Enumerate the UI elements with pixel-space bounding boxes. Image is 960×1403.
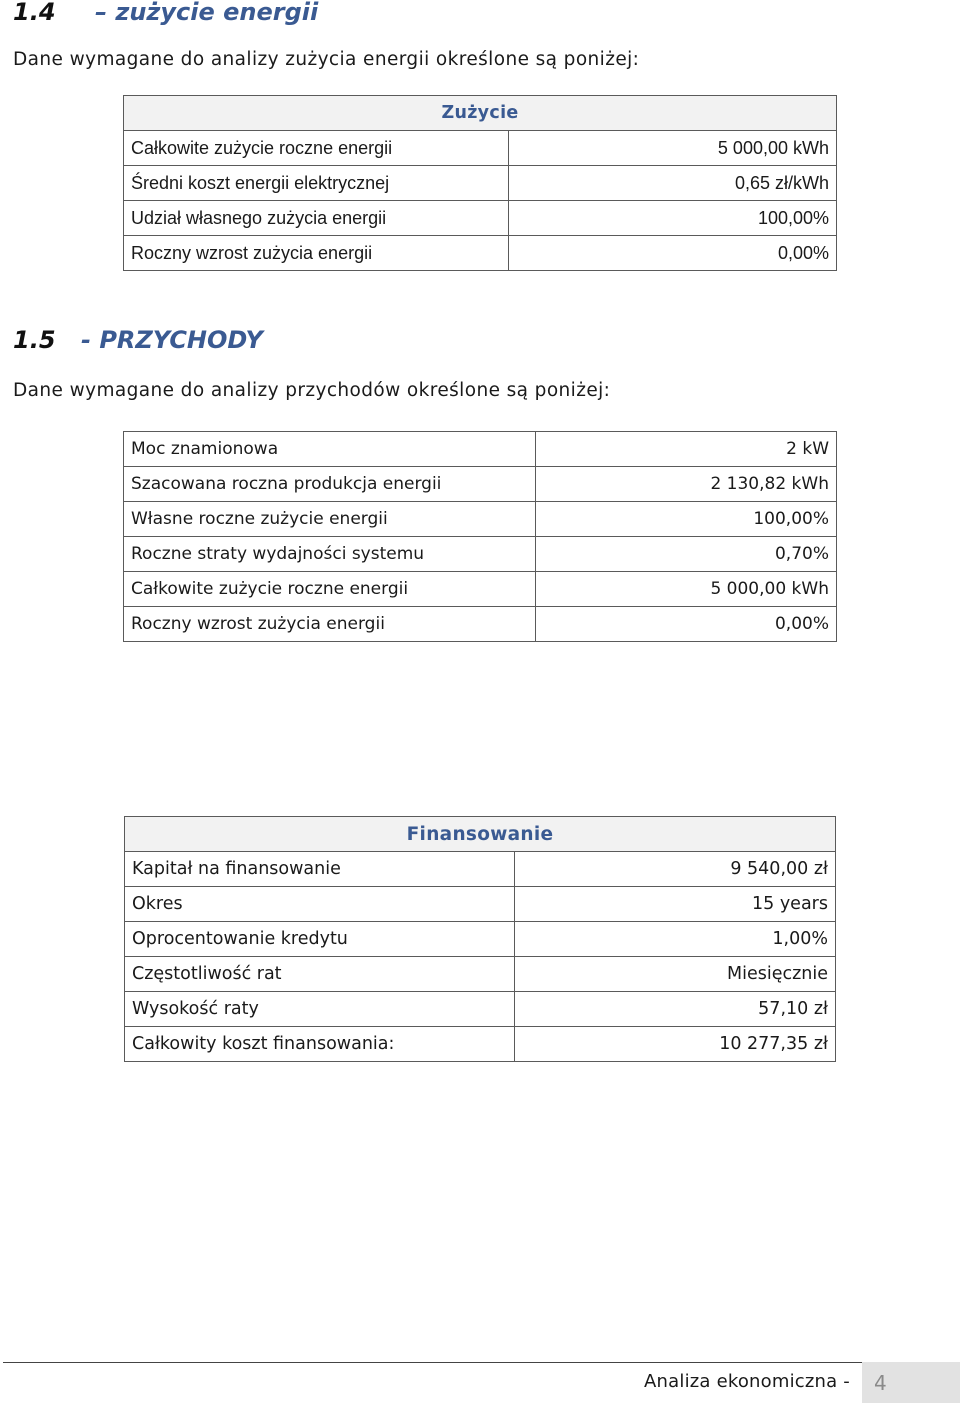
row-value: 5 000,00 kWh [536,572,837,607]
footer-divider [3,1362,960,1363]
row-label: Roczny wzrost zużycia energii [124,236,509,271]
row-value: 100,00% [509,201,837,236]
section-intro: Dane wymagane do analizy przychodów określone są poniżej: [13,380,611,401]
row-label: Okres [125,887,515,922]
section-number: 1.4 [13,0,56,26]
row-label: Wysokość raty [125,992,515,1027]
section-heading-energy-use [13,0,318,26]
table-row [124,467,837,502]
table-row [124,572,837,607]
row-value: 2 kW [536,432,837,467]
row-value: 0,70% [536,537,837,572]
row-value: 0,00% [509,236,837,271]
revenue-table [123,431,837,642]
table-row [125,992,836,1027]
row-label: Udział własnego zużycia energii [124,201,509,236]
row-label: Całkowite zużycie roczne energii [124,572,536,607]
row-label: Szacowana roczna produkcja energii [124,467,536,502]
row-label: Całkowite zużycie roczne energii [124,131,509,166]
table-header: Finansowanie [125,817,836,852]
row-value: 0,00% [536,607,837,642]
row-value: 15 years [515,887,836,922]
section-title: - PRZYCHODY [81,326,263,354]
row-value: 57,10 zł [515,992,836,1027]
row-label: Roczny wzrost zużycia energii [124,607,536,642]
row-label: Roczne straty wydajności systemu [124,537,536,572]
table-row [124,131,837,166]
row-value: 9 540,00 zł [515,852,836,887]
table-header-row [124,96,837,131]
table-row [124,432,837,467]
row-value: 100,00% [536,502,837,537]
row-value: 1,00% [515,922,836,957]
table-row [124,537,837,572]
footer-title: Analiza ekonomiczna - [644,1371,850,1392]
table-header-row [125,817,836,852]
table-row [125,1027,836,1062]
table-row [124,201,837,236]
table-row [124,236,837,271]
energy-use-table [123,95,837,271]
row-value: 10 277,35 zł [515,1027,836,1062]
table-row [125,887,836,922]
financing-table [124,816,836,1062]
table-row [125,957,836,992]
table-row [124,166,837,201]
section-intro: Dane wymagane do analizy zużycia energii określone są poniżej: [13,49,640,70]
row-value: 2 130,82 kWh [536,467,837,502]
table-row [124,607,837,642]
page-number: 4 [862,1362,960,1403]
section-title: – zużycie energii [95,0,319,26]
row-label: Średni koszt energii elektrycznej [124,166,509,201]
table-row [125,922,836,957]
row-value: 5 000,00 kWh [509,131,837,166]
table-row [124,502,837,537]
section-heading-revenue [13,326,263,354]
row-label: Częstotliwość rat [125,957,515,992]
row-label: Kapitał na finansowanie [125,852,515,887]
row-label: Moc znamionowa [124,432,536,467]
section-number: 1.5 [13,326,56,354]
row-value: Miesięcznie [515,957,836,992]
table-header: Zużycie [124,96,837,131]
row-label: Oprocentowanie kredytu [125,922,515,957]
table-row [125,852,836,887]
row-label: Całkowity koszt finansowania: [125,1027,515,1062]
row-value: 0,65 zł/kWh [509,166,837,201]
row-label: Własne roczne zużycie energii [124,502,536,537]
